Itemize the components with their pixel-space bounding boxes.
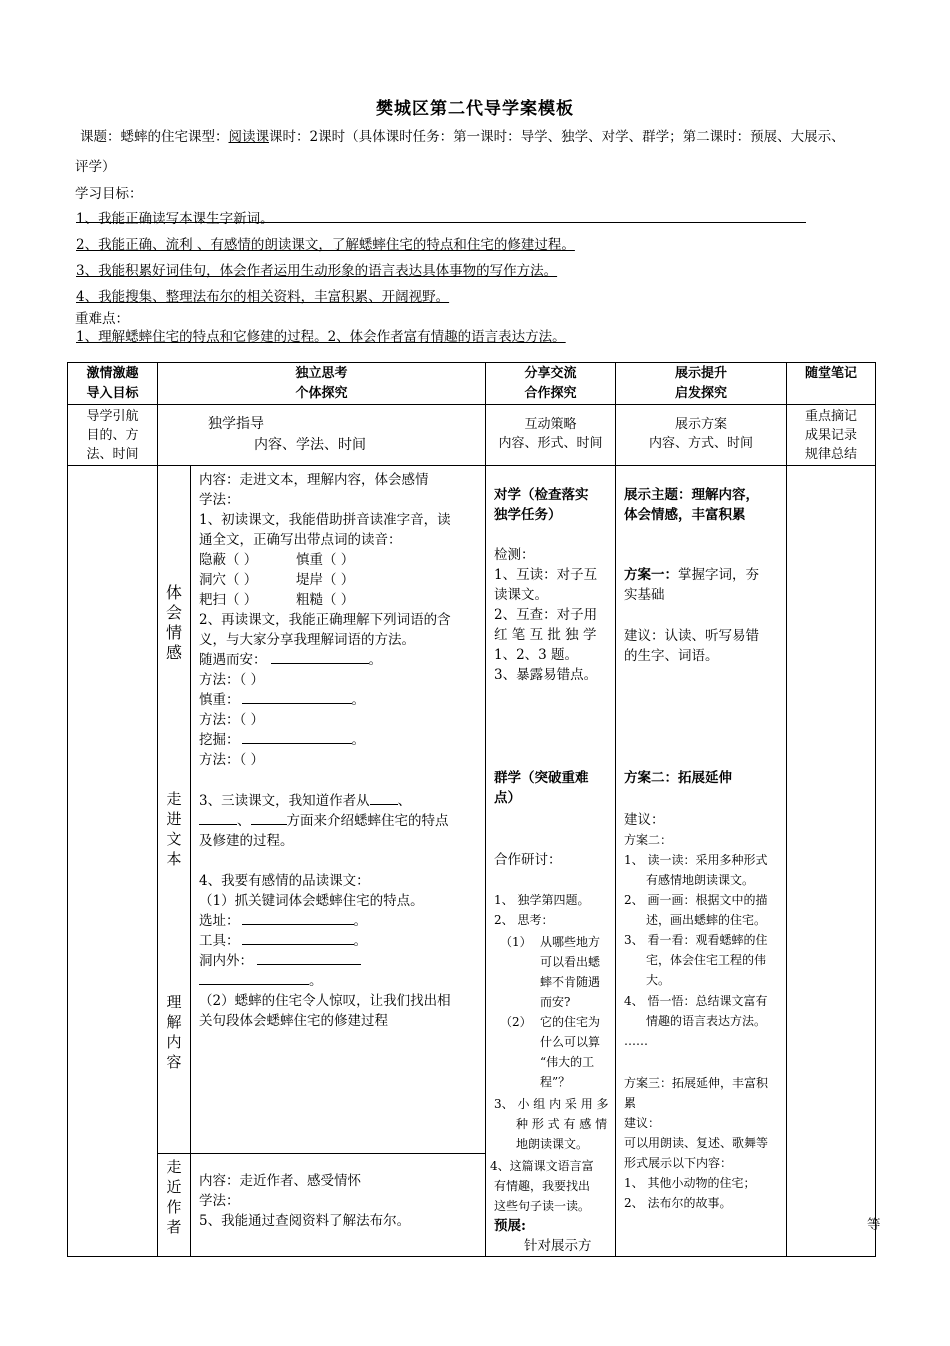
subheader-col1-line2: 目的、方 <box>86 428 139 443</box>
plan-2-item-2b: 述，画出蟋蟀的住宅。 <box>646 913 767 927</box>
header-col4-line2: 启发探究 <box>674 386 727 401</box>
blank-aspect-3[interactable] <box>251 812 287 825</box>
plan-2-item-3: 3、 看一看：观看蟋蟀的住 <box>624 933 768 947</box>
vertical-label-cell <box>158 466 191 1154</box>
subheader-col2 <box>158 405 486 466</box>
blank-xuanzhi[interactable] <box>242 912 354 925</box>
study-line-task3c: 及修建的过程。 <box>199 833 294 849</box>
subheader-col5-line1: 重点摘记 <box>804 409 857 424</box>
plan-2-item-4: 4、 悟一悟：总结课文富有 <box>624 994 768 1008</box>
interact-pair-check: 2、互查：对子用 <box>494 607 598 623</box>
interact-q1-line1: 从哪些地方 <box>540 935 601 949</box>
plan-2-item-3b: 宅，体会住宅工程的伟 <box>646 953 767 967</box>
plan-1 <box>624 566 759 584</box>
interact-step-4b: 有情趣，我要找出 <box>494 1179 591 1193</box>
study-line-task4-2b: 关句段体会蟋蟀住宅的修建过程 <box>199 1013 388 1029</box>
feature-dongneiwai-cont: 。 <box>199 972 323 990</box>
plan-2-item-4b: 情趣的语言表达方法。 <box>646 1014 767 1028</box>
interact-pair-read-2: 读课文。 <box>494 587 548 603</box>
interact-preview-text: 针对展示方 <box>524 1238 592 1254</box>
study-line-task3b: 、 方面来介绍蟋蟀住宅的特点 <box>199 812 449 830</box>
feature-xuanzhi-label: 选址： <box>199 913 240 929</box>
interact-step-3b: 种 形 式 有 感 情 <box>516 1117 608 1131</box>
author-content: 内容：走近作者、感受情怀 <box>199 1173 361 1189</box>
interact-step-4c: 这些句子读一读。 <box>494 1199 591 1213</box>
plan-2-item-3c: 大。 <box>646 973 671 987</box>
plan-3-suggest: 建议： <box>624 1116 661 1130</box>
plan-3-text-2: 形式展示以下内容： <box>624 1156 733 1170</box>
blank-suiyuer-an[interactable] <box>271 651 369 664</box>
label-tihui-qinggan: 体会情感 <box>165 583 182 662</box>
difficulty-content: 1、理解蟋蟀住宅的特点和它修建的过程。2、体会作者富有情趣的语言表达方法。 <box>76 329 566 345</box>
study-line-task1: 1、初读课文，我能借助拼音读准字音，读 <box>199 512 451 528</box>
interact-q1-line2: 可以看出蟋 <box>540 955 601 969</box>
show-plan-cell <box>616 466 787 1257</box>
subheader-col1 <box>68 405 158 466</box>
objective-3: 3、我能积累好词佳句，体会作者运用生动形象的语言表达具体事物的写作方法。 <box>76 263 558 279</box>
interact-errors: 3、暴露易错点。 <box>494 667 598 683</box>
author-task5: 5、我能通过查阅资料了解法布尔。 <box>199 1213 411 1229</box>
notes-cell <box>787 466 881 1257</box>
blank-dongneiwai-2[interactable] <box>199 972 309 985</box>
plan-2-item-2: 2、 画一画：根据文中的描 <box>624 893 768 907</box>
header-col3-line1: 分享交流 <box>524 366 577 381</box>
plan-3-label: 方案三：拓展延伸，丰富积 <box>624 1076 769 1090</box>
plan-1-suggest-2: 的生字、词语。 <box>624 648 719 664</box>
interact-discussion: 合作研讨： <box>494 852 562 868</box>
word-dongxue: 洞穴（ ） <box>199 572 258 588</box>
study-line-task3: 3、三读课文，我知道作者从 、 <box>199 793 412 809</box>
interact-pair-heading-2: 独学任务） <box>494 507 562 523</box>
header-col5-line1: 随堂笔记 <box>804 366 857 381</box>
subheader-col4 <box>616 405 787 466</box>
feature-gongju-label: 工具： <box>199 933 240 949</box>
objective-4: 4、我能搜集、整理法布尔的相关资料，丰富积累、开阔视野。 <box>76 289 450 305</box>
objective-1: 1、我能正确读写本课生字新词。 <box>76 211 274 227</box>
objectives-label: 学习目标： <box>75 186 143 202</box>
interact-step-4: 4、这篇课文语言富 <box>490 1159 594 1173</box>
plan-2-item-1: 1、 读一读：采用多种形式 <box>624 853 768 867</box>
study-line-task4-1: （1）抓关键词体会蟋蟀住宅的特点。 <box>199 893 424 909</box>
document-title: 樊城区第二代导学案模板 <box>376 99 574 119</box>
term-suiyuer-an-label: 随遇而安： <box>199 652 267 668</box>
interact-q2-line2: 什么可以算 <box>540 1035 601 1049</box>
method-line-1: 方法：（ ） <box>199 672 265 688</box>
term-wajue-label: 挖掘： <box>199 732 240 748</box>
interact-q1-num: （1） <box>500 935 532 949</box>
subheader-col3-line2: 内容、形式、时间 <box>498 436 603 451</box>
interact-q2-line1: 它的住宅为 <box>540 1015 601 1029</box>
author-study-cell <box>191 1154 486 1257</box>
term-shenzhong-label: 慎重： <box>199 692 240 708</box>
study-line-content: 内容：走进文本，理解内容，体会感情 <box>199 472 429 488</box>
interact-q1-line3: 蟀不肯随遇 <box>540 975 601 989</box>
interact-step-3c: 地朗读课文。 <box>516 1137 589 1151</box>
subheader-col4-line1: 展示方案 <box>674 417 727 432</box>
table-subheader-row <box>68 405 876 466</box>
word-cucao: 粗糙（ ） <box>296 592 355 608</box>
plan-3-item-1: 1、 其他小动物的住宅； <box>624 1176 756 1190</box>
method-line-3: 方法：（ ） <box>199 752 265 768</box>
interact-q2-num: （2） <box>500 1015 532 1029</box>
label-zoujin-zuozhe: 走近作者 <box>166 1158 182 1236</box>
blank-shenzhong[interactable] <box>242 691 352 704</box>
subheader-col1-line3: 法、时间 <box>86 447 139 462</box>
feature-xuanzhi: 选址： 。 <box>199 913 367 929</box>
blank-dongneiwai-1[interactable] <box>257 952 361 965</box>
feature-dongneiwai-label: 洞内外： <box>199 953 253 969</box>
plan-1-text-2: 实基础 <box>624 587 665 603</box>
header-col2 <box>158 363 486 405</box>
lesson-info-line <box>80 125 845 145</box>
plan-3-text: 可以用朗读、复述、歌舞等 <box>624 1136 769 1150</box>
header-col4-line1: 展示提升 <box>674 366 727 381</box>
study-line-task2: 2、再读课文，我能正确理解下列词语的含 <box>199 612 451 628</box>
plan-3-label-2: 累 <box>624 1096 637 1110</box>
header-col1-line1: 激情激趣 <box>86 366 139 381</box>
plan-3-item-2: 2、 法布尔的故事。 <box>624 1196 732 1210</box>
plan-1-text: 掌握字词，夯 <box>678 567 759 583</box>
header-col3-line2: 合作探究 <box>524 386 577 401</box>
interact-group-heading: 群学（突破重难 <box>494 770 589 786</box>
header-col5 <box>787 363 876 405</box>
content-row-1 <box>68 466 876 1154</box>
interact-group-heading-2: 点） <box>494 790 521 806</box>
author-method: 学法： <box>199 1193 240 1209</box>
feature-gongju: 工具： 。 <box>199 933 367 949</box>
header-col3 <box>486 363 616 405</box>
difficulty-label: 重难点： <box>75 311 129 327</box>
study-line-task3-text: 3、三读课文，我知道作者从 <box>199 793 370 809</box>
interact-q1-line4: 而安? <box>540 995 571 1009</box>
plan-2-suggest: 建议： <box>624 812 665 828</box>
interact-step-2: 2、 思考： <box>494 913 554 927</box>
term-wajue: 挖掘： 。 <box>199 732 365 748</box>
subheader-col1-line1: 导学引航 <box>86 409 139 424</box>
plan-2-label: 方案二： <box>624 833 673 847</box>
interact-check: 检测： <box>494 547 535 563</box>
interaction-cell <box>486 466 616 1257</box>
subheader-col5-line2: 成果记录 <box>804 428 857 443</box>
lesson-plan-table <box>67 362 881 1257</box>
term-suiyuer-an: 随遇而安： 。 <box>199 652 382 668</box>
subheader-col5-line3: 规律总结 <box>804 447 857 462</box>
vertical-label-cell-2 <box>158 1154 191 1257</box>
lesson-info-suffix: 课时：2课时（具体课时任务：第一课时：导学、独学、对学、群学；第二课时：预展、大展示、 <box>269 129 845 145</box>
method-line-2: 方法：（ ） <box>199 712 265 728</box>
study-line-task4-2: （2）蟋蟀的住宅令人惊叹，让我们找出相 <box>199 993 451 1009</box>
subheader-col2-line1: 独学指导 <box>208 416 264 432</box>
label-lijie-neirong: 理解内容 <box>166 993 182 1071</box>
blank-gongju[interactable] <box>242 932 354 945</box>
plan-1-suggest: 建议：认读、听写易错 <box>624 628 759 644</box>
interact-step-3: 3、 小 组 内 采 用 多 <box>494 1097 609 1111</box>
header-col1 <box>68 363 158 405</box>
notes-etc: 等 <box>867 1217 881 1233</box>
blank-aspect-2[interactable] <box>199 812 237 825</box>
lesson-info-prefix: 课题：蟋蟀的住宅课型： <box>80 129 229 145</box>
blank-aspect-1[interactable] <box>370 792 398 805</box>
show-theme-2: 体会情感，丰富积累 <box>624 507 746 523</box>
plan-2-ellipsis: …… <box>624 1034 648 1048</box>
study-line-method: 学法： <box>199 492 240 508</box>
plan-2-heading: 方案二：拓展延伸 <box>624 770 732 786</box>
word-dian: 堤岸（ ） <box>296 572 355 588</box>
interact-pair-heading: 对学（检查落实 <box>494 487 589 503</box>
header-col2-line2: 个体探究 <box>295 386 348 401</box>
table-header-row <box>68 363 876 405</box>
subheader-col4-line2: 内容、方式、时间 <box>648 436 753 451</box>
interact-q2-line4: 程”？ <box>540 1075 571 1089</box>
header-col4 <box>616 363 787 405</box>
guide-column-empty <box>68 466 158 1257</box>
study-line-task2b: 义，与大家分享我理解词语的方法。 <box>199 632 415 648</box>
blank-wajue[interactable] <box>242 731 352 744</box>
interact-step-1: 1、 独学第四题。 <box>494 893 590 907</box>
word-yinbi: 隐蔽（ ） <box>199 552 258 568</box>
study-line-task3b-text: 方面来介绍蟋蟀住宅的特点 <box>286 813 449 829</box>
objective-1-underline <box>76 222 806 223</box>
plan-2-item-1b: 有感情地朗读课文。 <box>646 873 755 887</box>
interact-pair-check-2: 红 笔 互 批 独 学 <box>494 627 597 643</box>
subheader-col3-line1: 互动策略 <box>524 417 577 432</box>
lesson-info-line-2: 评学） <box>75 159 116 175</box>
term-shenzhong: 慎重： 。 <box>199 692 365 708</box>
interact-preview-heading: 预展: <box>494 1218 526 1234</box>
interact-q2-line3: “伟大的工 <box>540 1055 595 1069</box>
subheader-col5 <box>787 405 876 466</box>
word-pasao: 耙扫（ ） <box>199 592 258 608</box>
study-guide-cell <box>191 466 486 1154</box>
plan-1-label: 方案一： <box>624 567 678 583</box>
interact-pair-read: 1、互读：对子互 <box>494 567 598 583</box>
subheader-col3 <box>486 405 616 466</box>
objective-2: 2、我能正确、流利 、有感情的朗读课文，了解蟋蟀住宅的特点和住宅的修建过程。 <box>76 237 575 253</box>
study-line-task4: 4、我要有感情的品读课文： <box>199 873 370 889</box>
interact-pair-check-3: 1、2、3 题。 <box>494 647 579 663</box>
label-zoujin-wenben: 走进文本 <box>166 790 182 868</box>
study-line-task1b: 通全文，正确写出带点词的读音： <box>199 532 402 548</box>
show-theme: 展示主题：理解内容， <box>624 487 759 503</box>
feature-dongneiwai <box>199 952 361 970</box>
word-shenzhong: 慎重（ ） <box>296 552 355 568</box>
lesson-type-underlined: 阅读课 <box>228 129 269 145</box>
header-col1-line2: 导入目标 <box>86 386 139 401</box>
header-col2-line1: 独立思考 <box>295 366 348 381</box>
subheader-col2-line2: 内容、学法、时间 <box>254 437 366 453</box>
